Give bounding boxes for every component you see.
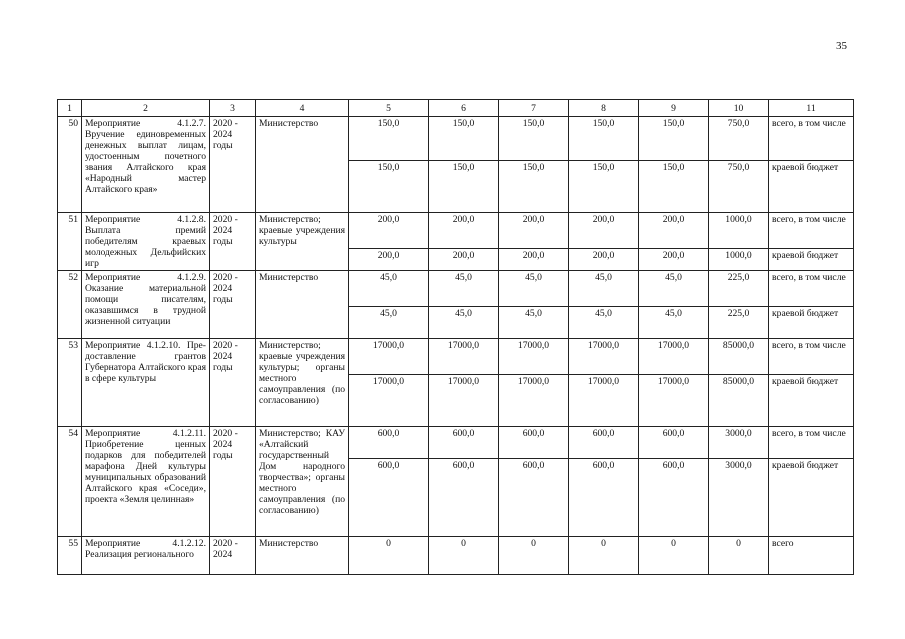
measure-description: Мероприятие 4.1.2.11. Приобретение ценных подарков для победителей марафона Дней культуры муниципальных образований Алтайского края «Соседи», проекта «Земля целинная» — [82, 427, 210, 537]
executor: Министерство — [256, 537, 349, 575]
value-cell: 17000,0 — [499, 339, 569, 375]
table-row — [58, 339, 854, 375]
value-cell: 600,0 — [349, 427, 429, 459]
value-cell: 200,0 — [569, 213, 639, 249]
row-number: 54 — [58, 427, 82, 537]
funding-label: краевой бюджет — [769, 307, 854, 339]
measure-description: Мероприятие 4.1.2.8. Выплата премий победителям краевых молодежных Дельфийских игр — [82, 213, 210, 271]
funding-label: краевой бюджет — [769, 375, 854, 427]
value-cell: 750,0 — [709, 117, 769, 161]
value-cell: 600,0 — [499, 459, 569, 537]
value-cell: 0 — [639, 537, 709, 575]
value-cell: 45,0 — [349, 271, 429, 307]
period: 2020 - 2024 годы — [210, 117, 256, 213]
value-cell: 150,0 — [349, 117, 429, 161]
period: 2020 - 2024 годы — [210, 427, 256, 537]
table-row — [58, 537, 854, 575]
value-cell: 17000,0 — [569, 339, 639, 375]
period: 2020 - 2024 годы — [210, 213, 256, 271]
funding-label: всего, в том числе — [769, 427, 854, 459]
value-cell: 600,0 — [639, 459, 709, 537]
funding-label: всего — [769, 537, 854, 575]
executor: Министерство — [256, 117, 349, 213]
value-cell: 17000,0 — [349, 339, 429, 375]
header-cell: 5 — [349, 100, 429, 117]
value-cell: 45,0 — [639, 307, 709, 339]
funding-label: всего, в том числе — [769, 117, 854, 161]
value-cell: 150,0 — [569, 117, 639, 161]
value-cell: 0 — [499, 537, 569, 575]
row-number: 55 — [58, 537, 82, 575]
value-cell: 17000,0 — [429, 339, 499, 375]
value-cell: 0 — [429, 537, 499, 575]
value-cell: 45,0 — [429, 307, 499, 339]
budget-table — [57, 99, 854, 575]
header-cell: 2 — [82, 100, 210, 117]
value-cell: 225,0 — [709, 307, 769, 339]
value-cell: 150,0 — [429, 161, 499, 213]
value-cell: 45,0 — [569, 271, 639, 307]
value-cell: 200,0 — [639, 213, 709, 249]
value-cell: 150,0 — [349, 161, 429, 213]
measure-description: Мероприятие 4.1.2.12. Реализация регионального — [82, 537, 210, 575]
value-cell: 200,0 — [499, 213, 569, 249]
value-cell: 200,0 — [499, 249, 569, 271]
row-number: 53 — [58, 339, 82, 427]
funding-label: всего, в том числе — [769, 271, 854, 307]
header-cell: 1 — [58, 100, 82, 117]
header-cell: 9 — [639, 100, 709, 117]
value-cell: 200,0 — [429, 213, 499, 249]
value-cell: 17000,0 — [429, 375, 499, 427]
value-cell: 150,0 — [499, 117, 569, 161]
value-cell: 600,0 — [499, 427, 569, 459]
value-cell: 0 — [349, 537, 429, 575]
funding-label: краевой бюджет — [769, 161, 854, 213]
value-cell: 600,0 — [569, 459, 639, 537]
header-cell: 6 — [429, 100, 499, 117]
funding-label: краевой бюджет — [769, 459, 854, 537]
value-cell: 85000,0 — [709, 375, 769, 427]
value-cell: 45,0 — [349, 307, 429, 339]
measure-description: Мероприятие 4.1.2.7. Вручение единовременных денежных выплат лицам, удостоенным почетного звания Алтайского края «Народный мастер Алтайского края» — [82, 117, 210, 213]
value-cell: 45,0 — [639, 271, 709, 307]
executor: Министерство; краевые учреждения культуры; органы местного самоуправления (по согласованию) — [256, 339, 349, 427]
value-cell: 0 — [569, 537, 639, 575]
row-number: 52 — [58, 271, 82, 339]
value-cell: 17000,0 — [569, 375, 639, 427]
executor: Министерство; КАУ «Алтайский государственный Дом народного творчества»; органы местного самоуправления (по согласованию) — [256, 427, 349, 537]
period: 2020 - 2024 — [210, 537, 256, 575]
row-number: 50 — [58, 117, 82, 213]
table-row — [58, 427, 854, 459]
value-cell: 0 — [709, 537, 769, 575]
header-cell: 10 — [709, 100, 769, 117]
value-cell: 45,0 — [499, 307, 569, 339]
value-cell: 600,0 — [639, 427, 709, 459]
header-cell: 11 — [769, 100, 854, 117]
measure-description: Мероприятие 4.1.2.9. Оказание материальной помощи писателям, оказавшимся в трудной жизненной ситуации — [82, 271, 210, 339]
header-cell: 7 — [499, 100, 569, 117]
page-number: 35 — [836, 40, 847, 52]
value-cell: 200,0 — [639, 249, 709, 271]
table-row — [58, 271, 854, 307]
header-cell: 8 — [569, 100, 639, 117]
value-cell: 200,0 — [349, 213, 429, 249]
row-number: 51 — [58, 213, 82, 271]
value-cell: 1000,0 — [709, 249, 769, 271]
value-cell: 200,0 — [429, 249, 499, 271]
value-cell: 45,0 — [569, 307, 639, 339]
table-row — [58, 213, 854, 249]
value-cell: 150,0 — [499, 161, 569, 213]
period: 2020 - 2024 годы — [210, 271, 256, 339]
value-cell: 600,0 — [429, 459, 499, 537]
measure-description: Мероприятие 4.1.2.10. Пре-доставление грантов Губернатора Алтайского края в сфере культуры — [82, 339, 210, 427]
value-cell: 200,0 — [569, 249, 639, 271]
value-cell: 45,0 — [499, 271, 569, 307]
value-cell: 17000,0 — [499, 375, 569, 427]
executor: Министерство; краевые учреждения культуры — [256, 213, 349, 271]
value-cell: 150,0 — [639, 117, 709, 161]
funding-label: всего, в том числе — [769, 213, 854, 249]
value-cell: 150,0 — [569, 161, 639, 213]
value-cell: 150,0 — [639, 161, 709, 213]
executor: Министерство — [256, 271, 349, 339]
value-cell: 85000,0 — [709, 339, 769, 375]
funding-label: всего, в том числе — [769, 339, 854, 375]
value-cell: 1000,0 — [709, 213, 769, 249]
period: 2020 - 2024 годы — [210, 339, 256, 427]
value-cell: 200,0 — [349, 249, 429, 271]
table-row — [58, 117, 854, 161]
value-cell: 17000,0 — [639, 375, 709, 427]
value-cell: 600,0 — [429, 427, 499, 459]
value-cell: 750,0 — [709, 161, 769, 213]
value-cell: 225,0 — [709, 271, 769, 307]
value-cell: 3000,0 — [709, 427, 769, 459]
funding-label: краевой бюджет — [769, 249, 854, 271]
value-cell: 150,0 — [429, 117, 499, 161]
value-cell: 17000,0 — [639, 339, 709, 375]
header-cell: 4 — [256, 100, 349, 117]
value-cell: 600,0 — [349, 459, 429, 537]
value-cell: 600,0 — [569, 427, 639, 459]
value-cell: 17000,0 — [349, 375, 429, 427]
value-cell: 3000,0 — [709, 459, 769, 537]
header-cell: 3 — [210, 100, 256, 117]
header-row — [58, 100, 854, 117]
value-cell: 45,0 — [429, 271, 499, 307]
